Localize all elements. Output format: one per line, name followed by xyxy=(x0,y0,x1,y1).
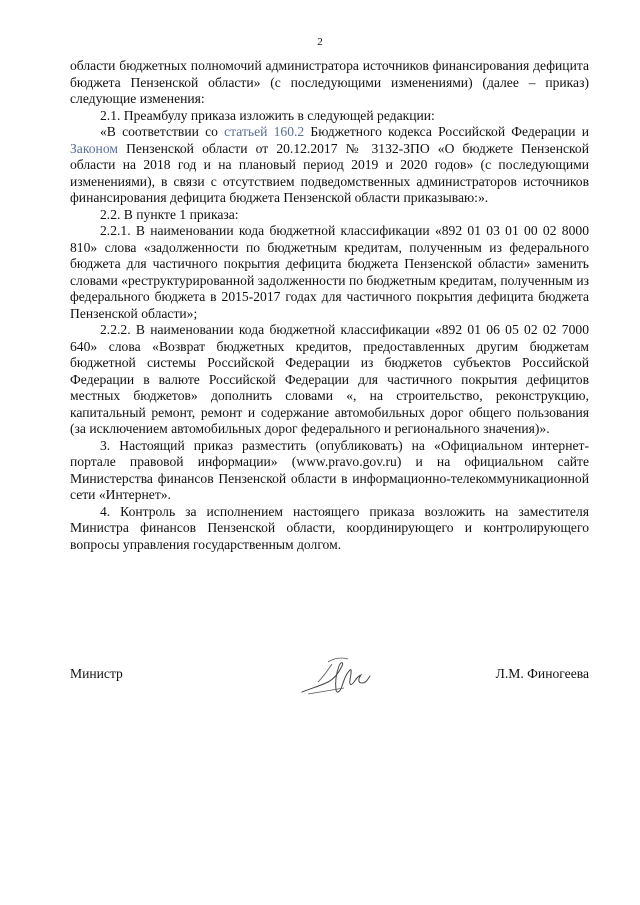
paragraph-4: 4. Контроль за исполнением настоящего приказа возложить на заместителя Министра финансов Пензенской области, координирующего и контролирующего вопросы управления государственным долгом. xyxy=(70,503,589,552)
paragraph-2-2: 2.2. В пункте 1 приказа: xyxy=(100,206,239,222)
paragraph-2-2-1: 2.2.1. В наименовании кода бюджетной классификации «892 01 03 01 00 02 8000 810» слова «задолженности по бюджетным кредитам, полученным из федерального бюджета для частичного покрытия дефицита бюджета Пензенской области» заменить словами «реструктурированной задолженности по бюджетным кредитам, полученным из федерального бюджета в 2015-2017 годах для частичного покрытия дефицита бюджета Пензенской области»; xyxy=(70,223,589,321)
document-body xyxy=(70,58,589,553)
paragraph-3: 3. Настоящий приказ разместить (опубликовать) на «Официальном интернет-портале правовой информации» (www.pravo.gov.ru) и на официальном сайте Министерства финансов Пензенской области в информационно-телекоммуникационной сети «Интернет». xyxy=(70,437,589,502)
preamble-text-c: Пензенской области от 20.12.2017 № 3132-ЗПО «О бюджете Пензенской области на 2018 год и на плановый период 2019 и 2020 годов» (с последующими изменениями), в связи с отсутствием подведомственных администраторов источников финансирования дефицита бюджета Пензенской области приказываю:». xyxy=(70,140,589,205)
handwritten-signature xyxy=(298,652,376,698)
preamble-text-b: Бюджетного кодекса Российской Федерации и xyxy=(304,124,589,139)
article-link[interactable]: статьей 160.2 xyxy=(224,124,305,139)
law-link[interactable]: Законом xyxy=(70,140,118,156)
signature-block xyxy=(70,666,589,706)
paragraph-2-2-2: 2.2.2. В наименовании кода бюджетной классификации «892 01 06 05 02 02 7000 640» слова «Возврат бюджетных кредитов, предоставленных другим бюджетам бюджетной системы Российской Федерации из бюджетов субъектов Российской Федерации в валюте Российской Федерации для частичного покрытия дефицитов местных бюджетов» дополнить словами «, на строительство, реконструкцию, капитальный ремонт, ремонт и содержание автомобильных дорог общего пользования (за исключением автомобильных дорог федерального и регионального значения)». xyxy=(70,322,589,436)
paragraph-continuation: области бюджетных полномочий администратора источников финансирования дефицита бюджета Пензенской области» (с последующими изменениями) (далее – приказ) следующие изменения: xyxy=(70,58,589,106)
page-number: 2 xyxy=(317,36,323,48)
paragraph-2-1: 2.1. Преамбулу приказа изложить в следующей редакции: xyxy=(100,107,435,123)
preamble-text-a: «В соответствии со xyxy=(100,124,225,139)
paragraph-preamble xyxy=(70,124,589,207)
signatory-name: Л.М. Финогеева xyxy=(495,666,589,681)
signatory-title: Министр xyxy=(70,666,123,681)
